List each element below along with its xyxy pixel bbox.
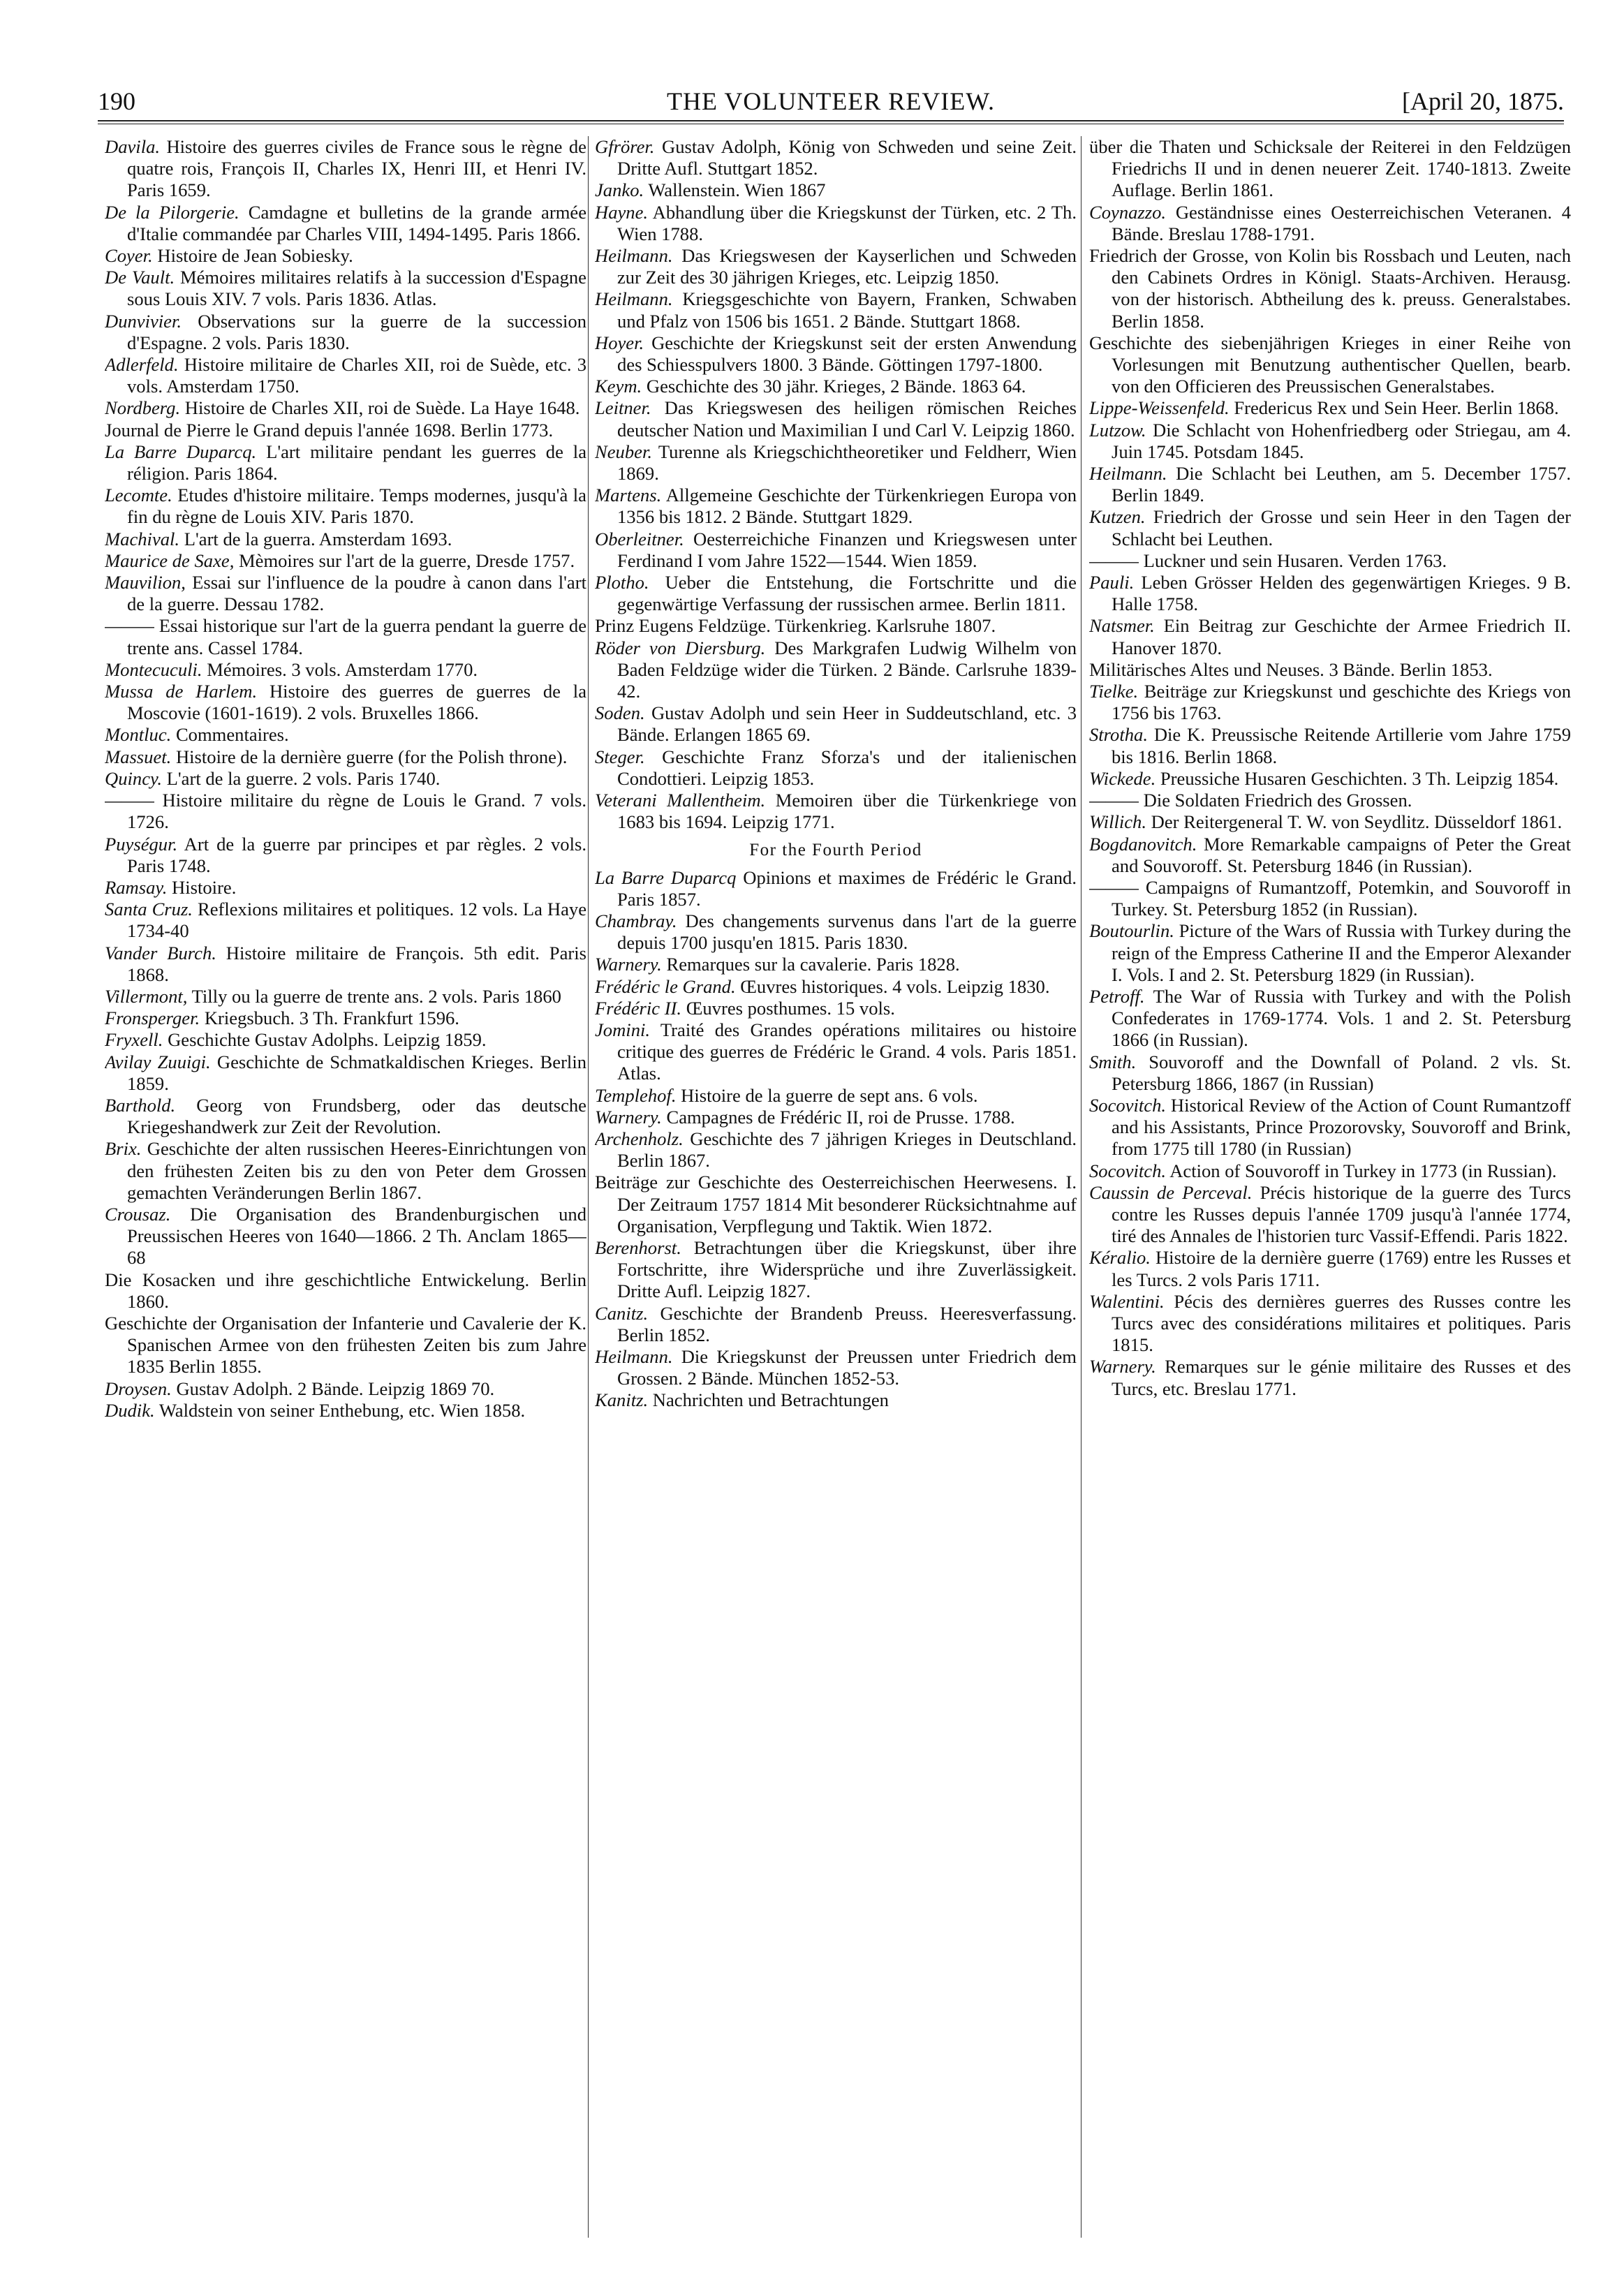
entry-text: Das Kriegswesen des heiligen römischen Reiches deutscher Nation und Maximilian I und Carl V. Leipzig 1860. — [617, 397, 1077, 441]
entry-text: Der Reitergeneral T. W. von Seydlitz. Düsseldorf 1861. — [1151, 811, 1563, 833]
entry-author: Leitner. — [595, 397, 651, 419]
bibliography-entry — [105, 768, 586, 790]
entry-author: Quincy. — [105, 767, 162, 789]
entry-text: Journal de Pierre le Grand depuis l'année 1698. Berlin 1773. — [105, 419, 554, 441]
bibliography-entry — [105, 136, 586, 202]
entry-author: Berenhorst. — [595, 1236, 681, 1258]
bibliography-entry — [105, 986, 586, 1007]
bibliography-entry — [105, 615, 586, 658]
entry-text: Friedrich der Grosse, von Kolin bis Rossbach und Leuten, nach den Cabinets Ordres in Königl. Staats-Archiven. Herausg. von der historisch. Abtheilung des k. preuss. Generalstabes. Berlin 1858. — [1089, 245, 1571, 332]
entry-text: Histoire de la dernière guerre (for the Polish throne). — [175, 746, 568, 767]
entry-author: ——— — [1089, 790, 1139, 811]
entry-author: Fryxell. — [105, 1029, 163, 1051]
entry-author: La Barre Duparcq — [595, 866, 737, 888]
publication-title: THE VOLUNTEER REVIEW. — [667, 87, 995, 115]
bibliography-entry — [105, 1204, 586, 1269]
bibliography-entry — [595, 1389, 1077, 1411]
entry-text: Des changements survenus dans l'art de la guerre depuis 1700 jusqu'en 1815. Paris 1830. — [617, 910, 1077, 954]
bibliography-entry — [595, 1085, 1077, 1107]
entry-author: Neuber. — [595, 441, 652, 462]
entry-author: Smith. — [1089, 1051, 1137, 1072]
bibliography-entry — [595, 998, 1077, 1019]
bibliography-entry — [595, 1346, 1077, 1389]
entry-author: Warnery. — [1089, 1356, 1156, 1378]
entry-text: Geschichte Franz Sforza's und der italienischen Condottieri. Leipzig 1853. — [617, 746, 1077, 789]
bibliography-entry — [1089, 768, 1571, 790]
entry-author: Coynazzo. — [1089, 201, 1167, 223]
entry-author: Dunvivier. — [105, 310, 182, 332]
bibliography-entry — [595, 179, 1077, 201]
entry-text: Die Schlacht bei Leuthen, am 5. December 1757. Berlin 1849. — [1112, 463, 1571, 506]
entry-author: Vander Burch. — [105, 942, 216, 964]
entry-author: Canitz. — [595, 1302, 649, 1324]
bibliography-entry — [1089, 877, 1571, 920]
entry-author: Petroff. — [1089, 985, 1145, 1007]
entry-text: Souvoroff and the Downfall of Poland. 2 vls. St. Petersburg 1866, 1867 (in Russian) — [1112, 1051, 1571, 1094]
entry-text: Histoire des guerres civiles de France sous le règne de quatre rois, François II, Charles IX, Henri III, et Henri IV. Paris 1659. — [127, 136, 586, 201]
bibliography-entry — [105, 311, 586, 354]
entry-text: Tilly ou la guerre de trente ans. 2 vols. Paris 1860 — [191, 985, 561, 1007]
bibliography-entry — [595, 910, 1077, 954]
entry-author: Davila. — [105, 136, 161, 157]
bibliography-entry — [595, 1128, 1077, 1172]
entry-author: Puységur. — [105, 833, 178, 855]
entry-text: Remarques sur la cavalerie. Paris 1828. — [666, 954, 960, 975]
entry-text: Mémoires militaires relatifs à la succession d'Espagne sous Louis XIV. 7 vols. Paris 1836. Atlas. — [127, 267, 586, 310]
bibliography-entry — [595, 746, 1077, 790]
entry-text: Geschichte des siebenjährigen Krieges in einer Reihe von Vorlesungen mit Benutzung authentischer Quellen, bearb. von den Officieren des Preussischen Generalstabes. — [1089, 332, 1571, 397]
column-2 — [595, 136, 1077, 2245]
entry-text: Ueber die Entstehung, die Fortschritte und die gegenwärtige Verfassung der russischen armee. Berlin 1811. — [617, 572, 1077, 615]
entry-text: Beiträge zur Geschichte des Oesterreichischen Heerwesens. I. Der Zeitraum 1757 1814 Mit besonderer Rücksichtnahme auf Organisation, Verpflegung und Taktik. Wien 1872. — [595, 1172, 1077, 1236]
bibliography-entry — [595, 615, 1077, 637]
entry-text: Beiträge zur Kriegskunst und geschichte des Kriegs von 1756 bis 1763. — [1112, 681, 1571, 724]
bibliography-entry — [595, 332, 1077, 376]
bibliography-entry — [105, 790, 586, 833]
entry-text: Preussiche Husaren Geschichten. 3 Th. Leipzig 1854. — [1160, 767, 1559, 789]
entry-author: Steger. — [595, 746, 645, 767]
entry-text: Campagnes de Frédéric II, roi de Prusse. 1788. — [666, 1106, 1015, 1128]
entry-author: Veterani Mallentheim. — [595, 790, 766, 811]
bibliography-entry — [105, 899, 586, 942]
bibliography-entry — [105, 943, 586, 986]
entry-author: Walentini. — [1089, 1290, 1165, 1312]
bibliography-entry — [595, 790, 1077, 833]
entry-author: Avilay Zuuigi. — [105, 1051, 211, 1072]
bibliography-entry — [105, 420, 586, 441]
entry-text: Geschichte der Brandenb Preuss. Heeresverfassung. Berlin 1852. — [617, 1302, 1077, 1345]
entry-text: Gustav Adolph. 2 Bände. Leipzig 1869 70. — [176, 1378, 495, 1399]
entry-text: Œuvres historiques. 4 vols. Leipzig 1830. — [740, 975, 1050, 997]
bibliography-entry — [595, 136, 1077, 179]
bibliography-entry — [595, 245, 1077, 288]
entry-author: Natsmer. — [1089, 615, 1155, 637]
entry-text: Geschichte des 30 jähr. Krieges, 2 Bände. 1863 64. — [646, 376, 1026, 397]
bibliography-entry — [1089, 790, 1571, 811]
entry-author: Coyer. — [105, 245, 153, 267]
entry-text: The War of Russia with Turkey and with the Polish Confederates in 1769-1774. Vols. 1 and 2. St. Petersburg 1866 (in Russian). — [1112, 985, 1571, 1051]
entry-author: Pauli. — [1089, 572, 1135, 593]
bibliography-entry — [1089, 1247, 1571, 1290]
entry-text: Précis historique de la guerre des Turcs contre les Russes depuis l'année 1709 jusqu'à l'année 1774, tiré des Annales de l'historien turc Vassif-Effendi. Paris 1822. — [1112, 1181, 1571, 1247]
entry-text: Etudes d'histoire militaire. Temps modernes, jusqu'à la fin du règne de Louis XIV. Paris 1870. — [127, 485, 586, 528]
entry-author: ——— — [105, 790, 154, 811]
bibliography-entry — [595, 702, 1077, 746]
entry-author: Lecomte. — [105, 485, 172, 506]
bibliography-entry — [105, 572, 586, 615]
bibliography-entry — [1089, 202, 1571, 245]
entry-author: Heilmann. — [595, 288, 673, 310]
entry-text: Historical Review of the Action of Count Rumantzoff and his Assistants, Prince Prozorovsky, Souvoroff and Brink, from 1775 till 1780 (in Russian) — [1112, 1094, 1571, 1160]
entry-text: Betrachtungen über die Kriegskunst, über ihre Fortschritte, ihre Widersprüche und ihre Zuverlässigkeit. Dritte Aufl. Leipzig 1827. — [617, 1236, 1077, 1302]
bibliography-entry — [595, 1303, 1077, 1346]
entry-text: Georg von Frundsberg, oder das deutsche Kriegeshandwerk zur Zeit der Revolution. — [127, 1094, 586, 1138]
entry-text: Histoire militaire du règne de Louis le Grand. 7 vols. 1726. — [127, 790, 586, 833]
entry-text: Gustav Adolph und sein Heer in Suddeutschland, etc. 3 Bände. Erlangen 1865 69. — [617, 702, 1077, 746]
section-heading: For the Fourth Period — [749, 840, 922, 859]
bibliography-entry — [595, 529, 1077, 572]
column-divider — [1081, 136, 1082, 2238]
entry-text: Histoire des guerres de guerres de la Moscovie (1601-1619). 2 vols. Bruxelles 1866. — [127, 681, 586, 724]
bibliography-entry — [595, 441, 1077, 485]
bibliography-entry — [105, 681, 586, 724]
bibliography-entry — [105, 397, 586, 419]
entry-text: Geschichte de Schmatkaldischen Krieges. Berlin 1859. — [127, 1051, 586, 1094]
entry-author: De la Pilorgerie. — [105, 201, 239, 223]
entry-author: Boutourlin. — [1089, 920, 1174, 942]
page-number: 190 — [98, 87, 135, 115]
entry-author: Kutzen. — [1089, 506, 1146, 528]
entry-text: Mèmoires sur l'art de la guerre, Dresde 1757. — [239, 549, 575, 571]
entry-text: Die K. Preussische Reitende Artillerie vom Jahre 1759 bis 1816. Berlin 1868. — [1112, 724, 1571, 767]
entry-text: Mémoires. 3 vols. Amsterdam 1770. — [207, 658, 478, 680]
page-header — [98, 82, 1564, 124]
entry-author: ——— — [1089, 876, 1139, 898]
entry-text: Kriegsbuch. 3 Th. Frankfurt 1596. — [204, 1007, 459, 1029]
entry-author: Archenholz. — [595, 1128, 684, 1149]
column-1 — [105, 136, 586, 2245]
entry-author: ——— — [105, 615, 154, 637]
entry-author: Adlerfeld. — [105, 354, 179, 376]
entry-author: Kéralio. — [1089, 1247, 1151, 1269]
entry-author: Crousaz. — [105, 1203, 171, 1225]
bibliography-entry — [105, 834, 586, 877]
entry-author: De Vault. — [105, 267, 175, 288]
entry-text: Histoire. — [172, 876, 237, 898]
bibliography-entry — [1089, 1182, 1571, 1248]
entry-text: über die Thaten und Schicksale der Reiterei in den Feldzügen Friedrichs II und in denen neuerer Zeit. 1740-1813. Zweite Auflage. Berlin 1861. — [1089, 136, 1571, 201]
bibliography-entry — [1089, 986, 1571, 1051]
entry-author: Frédéric II. — [595, 997, 682, 1019]
bibliography-entry — [1089, 920, 1571, 986]
entry-author: Lutzow. — [1089, 419, 1146, 441]
entry-author: Tielke. — [1089, 681, 1139, 702]
entry-text: Des Markgrafen Ludwig Wilhelm von Baden Feldzüge wider die Türken. 2 Bände. Carlsruhe 1839-42. — [617, 637, 1077, 702]
bibliography-entry — [105, 1313, 586, 1378]
entry-author: Kanitz. — [595, 1389, 649, 1411]
entry-author: Hayne. — [595, 201, 649, 223]
bibliography-entry — [1089, 572, 1571, 615]
bibliography-entry — [595, 288, 1077, 332]
bibliography-entry — [1089, 615, 1571, 658]
entry-text: Essai sur l'influence de la poudre à canon dans l'art de la guerre. Dessau 1782. — [127, 572, 586, 615]
bibliography-entry — [105, 1051, 586, 1095]
bibliography-entry — [1089, 245, 1571, 332]
entry-text: Geschichte der Organisation der Infanterie und Cavalerie der K. Spanischen Armee von den frühesten Zeiten bis zum Jahre 1835 Berlin 1855. — [105, 1312, 586, 1378]
entry-author: Socovitch. — [1089, 1160, 1167, 1181]
entry-text: L'art de la guerra. Amsterdam 1693. — [184, 528, 452, 549]
bibliography-entry — [1089, 659, 1571, 681]
entry-text: Geschichte Gustav Adolphs. Leipzig 1859. — [168, 1029, 487, 1051]
entry-author: Plotho. — [595, 572, 649, 593]
entry-author: Nordberg. — [105, 397, 181, 419]
entry-text: Histoire militaire de François. 5th edit. Paris 1868. — [127, 942, 586, 985]
entry-text: Geschichte der alten russischen Heeres-Einrichtungen von den frühesten Zeiten bis zu den von Peter dem Grossen gemachten Veränderungen Berlin 1867. — [127, 1138, 586, 1203]
entry-text: Ein Beitrag zur Geschichte der Armee Friedrich II. Hanover 1870. — [1112, 615, 1571, 658]
bibliography-entry — [105, 485, 586, 528]
entry-text: Pécis des dernières guerres des Russes contre les Turcs avec des considérations militaires et politiques. Paris 1815. — [1112, 1290, 1571, 1356]
entry-author: Fronsperger. — [105, 1007, 200, 1029]
bibliography-entry — [105, 550, 586, 572]
issue-date: [April 20, 1875. — [1402, 87, 1564, 115]
entry-text: Histoire de Charles XII, roi de Suède. La Haye 1648. — [184, 397, 580, 419]
bibliography-entry — [1089, 1095, 1571, 1160]
entry-author: Maurice de Saxe, — [105, 549, 235, 571]
entry-author: Mauvilion, — [105, 572, 186, 593]
entry-text: Kriegsgeschichte von Bayern, Franken, Schwaben und Pfalz von 1506 bis 1651. 2 Bände. Stuttgart 1868. — [617, 288, 1077, 332]
entry-text: Opinions et maximes de Frédéric le Grand. Paris 1857. — [617, 866, 1077, 910]
entry-author: ——— — [1089, 549, 1139, 571]
entry-author: Willich. — [1089, 811, 1146, 833]
entry-author: Montecuculi. — [105, 658, 202, 680]
column-3 — [1089, 136, 1571, 2245]
entry-author: Gfrörer. — [595, 136, 655, 157]
entry-author: Heilmann. — [1089, 463, 1167, 485]
bibliography-entry — [105, 354, 586, 397]
bibliography-entry — [1089, 550, 1571, 572]
bibliography-entry — [595, 572, 1077, 615]
entry-text: Essai historique sur l'art de la guerra pendant la guerre de trente ans. Cassel 1784. — [127, 615, 586, 658]
bibliography-entry — [595, 976, 1077, 998]
entry-text: Die Soldaten Friedrich des Grossen. — [1143, 790, 1412, 811]
entry-text: Camdagne et bulletins de la grande armée d'Italie commandée par Charles VIII, 1494-1495. Paris 1866. — [127, 201, 586, 244]
entry-author: Montluc. — [105, 724, 172, 746]
entry-text: Commentaires. — [175, 724, 289, 746]
bibliography-entry — [1089, 136, 1571, 202]
entry-author: Hoyer. — [595, 332, 644, 353]
entry-author: Keym. — [595, 376, 642, 397]
bibliography-entry — [595, 1019, 1077, 1085]
entry-text: Leben Grösser Helden des gegenwärtigen Krieges. 9 B. Halle 1758. — [1112, 572, 1571, 615]
entry-author: Wickede. — [1089, 767, 1156, 789]
entry-text: Action of Souvoroff in Turkey in 1773 (in Russian). — [1169, 1160, 1557, 1181]
bibliography-entry — [1089, 811, 1571, 833]
entry-text: Geständnisse eines Oesterreichischen Veteranen. 4 Bände. Breslau 1788-1791. — [1112, 201, 1571, 244]
entry-text: Luckner und sein Husaren. Verden 1763. — [1143, 549, 1447, 571]
bibliography-entry — [1089, 506, 1571, 549]
entry-text: Picture of the Wars of Russia with Turkey during the reign of the Empress Catherine II and the Emperor Alexander I. Vols. I and 2. St. Petersburg 1829 (in Russian). — [1112, 920, 1571, 985]
bibliography-entry — [105, 877, 586, 899]
entry-author: Villermont, — [105, 985, 188, 1007]
entry-text: Die Kriegskunst der Preussen unter Friedrich dem Grossen. 2 Bände. München 1852-53. — [617, 1345, 1077, 1389]
entry-text: Reflexions militaires et politiques. 12 vols. La Haye 1734-40 — [127, 899, 586, 942]
entry-author: Brix. — [105, 1138, 142, 1160]
bibliography-entry — [105, 659, 586, 681]
entry-author: Röder von Diersburg. — [595, 637, 766, 658]
bibliography-entry — [595, 1172, 1077, 1237]
bibliography-entry — [105, 267, 586, 310]
entry-author: Massuet. — [105, 746, 172, 767]
entry-text: Histoire militaire de Charles XII, roi de Suède, etc. 3 vols. Amsterdam 1750. — [127, 354, 586, 397]
bibliography-entry — [1089, 463, 1571, 506]
entry-author: Templehof. — [595, 1084, 677, 1106]
entry-text: Observations sur la guerre de la succession d'Espagne. 2 vols. Paris 1830. — [127, 310, 586, 353]
bibliography-entry — [105, 1007, 586, 1029]
entry-text: Memoiren über die Türkenkriege von 1683 bis 1694. Leipzig 1771. — [617, 790, 1077, 833]
bibliography-entry — [595, 397, 1077, 441]
bibliography-entry — [595, 376, 1077, 397]
bibliography-entry — [595, 1107, 1077, 1128]
bibliography-entry — [1089, 1160, 1571, 1182]
bibliography-entry — [105, 1378, 586, 1400]
bibliography-entry — [105, 724, 586, 746]
entry-text: Art de la guerre par principes et par règles. 2 vols. Paris 1748. — [127, 833, 586, 876]
bibliography-entry — [105, 441, 586, 485]
bibliography-entry — [1089, 681, 1571, 724]
entry-author: Socovitch. — [1089, 1094, 1167, 1116]
bibliography-entry — [595, 867, 1077, 910]
bibliography-entry — [1089, 1051, 1571, 1095]
entry-author: Janko. — [595, 179, 644, 201]
bibliography-entry — [105, 1138, 586, 1204]
entry-text: Histoire de Jean Sobiesky. — [157, 245, 353, 267]
entry-author: Jomini. — [595, 1019, 651, 1040]
entry-text: Fredericus Rex und Sein Heer. Berlin 1868. — [1234, 397, 1559, 419]
entry-author: Chambray. — [595, 910, 677, 931]
bibliography-entry — [595, 1237, 1077, 1303]
bibliography-entry — [1089, 834, 1571, 877]
entry-text: Waldstein von seiner Enthebung, etc. Wien 1858. — [158, 1399, 526, 1421]
entry-author: Barthold. — [105, 1094, 176, 1116]
entry-author: Warnery. — [595, 1106, 662, 1128]
entry-text: Nachrichten und Betrachtungen — [652, 1389, 889, 1411]
entry-author: Frédéric le Grand. — [595, 975, 736, 997]
bibliography-entry — [105, 529, 586, 550]
bibliography-entry — [105, 1400, 586, 1422]
bibliography-entry — [595, 954, 1077, 975]
entry-author: Soden. — [595, 702, 645, 724]
bibliography-entry — [1089, 397, 1571, 419]
entry-text: Prinz Eugens Feldzüge. Türkenkrieg. Karlsruhe 1807. — [595, 615, 996, 637]
bibliography-entry — [105, 1029, 586, 1051]
bibliography-entry — [595, 637, 1077, 703]
entry-text: Wallenstein. Wien 1867 — [648, 179, 826, 201]
entry-text: L'art militaire pendant les guerres de la réligion. Paris 1864. — [127, 441, 586, 485]
entry-author: Droysen. — [105, 1378, 172, 1399]
entry-text: Die Kosacken und ihre geschichtliche Entwickelung. Berlin 1860. — [105, 1269, 586, 1312]
column-divider — [588, 136, 589, 2238]
entry-text: Allgemeine Geschichte der Türkenkriegen Europa von 1356 bis 1812. 2 Bände. Stuttgart 1829. — [617, 485, 1077, 528]
entry-author: Warnery. — [595, 954, 662, 975]
entry-author: Caussin de Perceval. — [1089, 1181, 1253, 1203]
entry-text: Die Schlacht von Hohenfriedberg oder Striegau, am 4. Juin 1745. Potsdam 1845. — [1112, 419, 1571, 462]
entry-text: Œuvres posthumes. 15 vols. — [686, 997, 895, 1019]
bibliography-entry — [105, 202, 586, 245]
entry-text: L'art de la guerre. 2 vols. Paris 1740. — [166, 767, 441, 789]
entry-author: Heilmann. — [595, 245, 673, 267]
entry-text: Die Organisation des Brandenburgischen und Preussischen Heeres von 1640—1866. 2 Th. Anclam 1865—68 — [127, 1203, 586, 1269]
entry-author: Bogdanovitch. — [1089, 833, 1197, 855]
entry-text: Militärisches Altes und Neuses. 3 Bände. Berlin 1853. — [1089, 658, 1493, 680]
entry-text: Gustav Adolph, König von Schweden und seine Zeit. Dritte Aufl. Stuttgart 1852. — [617, 136, 1077, 179]
bibliography-entry — [105, 1269, 586, 1313]
bibliography-entry — [105, 245, 586, 267]
entry-author: Dudik. — [105, 1399, 155, 1421]
bibliography-entry — [1089, 1291, 1571, 1357]
entry-text: Turenne als Kriegschichtheoretiker und Feldherr, Wien 1869. — [617, 441, 1077, 485]
entry-text: Histoire de la guerre de sept ans. 6 vols. — [681, 1084, 978, 1106]
entry-text: Das Kriegswesen der Kayserlichen und Schweden zur Zeit des 30 jährigen Krieges, etc. Leipzig 1850. — [617, 245, 1077, 288]
header-rule — [98, 120, 1564, 121]
bibliography-entry — [105, 1095, 586, 1138]
entry-text: More Remarkable campaigns of Peter the Great and Souvoroff. St. Petersburg 1846 (in Russian). — [1112, 833, 1571, 876]
bibliography-entry — [1089, 724, 1571, 767]
entry-author: Machival. — [105, 528, 180, 549]
entry-author: Santa Cruz. — [105, 899, 193, 920]
entry-text: Abhandlung über die Kriegskunst der Türken, etc. 2 Th. Wien 1788. — [617, 201, 1077, 244]
entry-text: Oesterreichiche Finanzen und Kriegswesen unter Ferdinand I vom Jahre 1522—1544. Wien 1859. — [617, 528, 1077, 571]
entry-author: La Barre Duparcq. — [105, 441, 257, 462]
entry-text: Geschichte der Kriegskunst seit der ersten Anwendung des Schiesspulvers 1800. 3 Bände. Göttingen 1797-1800. — [617, 332, 1077, 376]
entry-text: Friedrich der Grosse und sein Heer in den Tagen der Schlacht bei Leuthen. — [1112, 506, 1571, 549]
bibliography-entry — [105, 746, 586, 768]
bibliography-entry — [1089, 332, 1571, 398]
entry-author: Lippe-Weissenfeld. — [1089, 397, 1230, 419]
entry-author: Martens. — [595, 485, 662, 506]
entry-author: Mussa de Harlem. — [105, 681, 258, 702]
bibliography-entry — [1089, 420, 1571, 463]
entry-author: Oberleitner. — [595, 528, 684, 549]
entry-text: Campaigns of Rumantzoff, Potemkin, and Souvoroff in Turkey. St. Petersburg 1852 (in Russian). — [1112, 876, 1571, 920]
bibliography-entry — [595, 485, 1077, 528]
entry-text: Remarques sur le génie militaire des Russes et des Turcs, etc. Breslau 1771. — [1112, 1356, 1571, 1399]
entry-author: Heilmann. — [595, 1345, 673, 1367]
entry-text: Histoire de la dernière guerre (1769) entre les Russes et les Turcs. 2 vols Paris 1711. — [1112, 1247, 1571, 1290]
entry-text: Traité des Grandes opérations militaires ou histoire critique des guerres de Frédéric le Grand. 4 vols. Paris 1851. Atlas. — [617, 1019, 1077, 1084]
entry-author: Ramsay. — [105, 876, 168, 898]
entry-author: Strotha. — [1089, 724, 1148, 746]
bibliography-entry — [595, 202, 1077, 245]
entry-text: Geschichte des 7 jährigen Krieges in Deutschland. Berlin 1867. — [617, 1128, 1077, 1172]
bibliography-entry — [1089, 1356, 1571, 1399]
